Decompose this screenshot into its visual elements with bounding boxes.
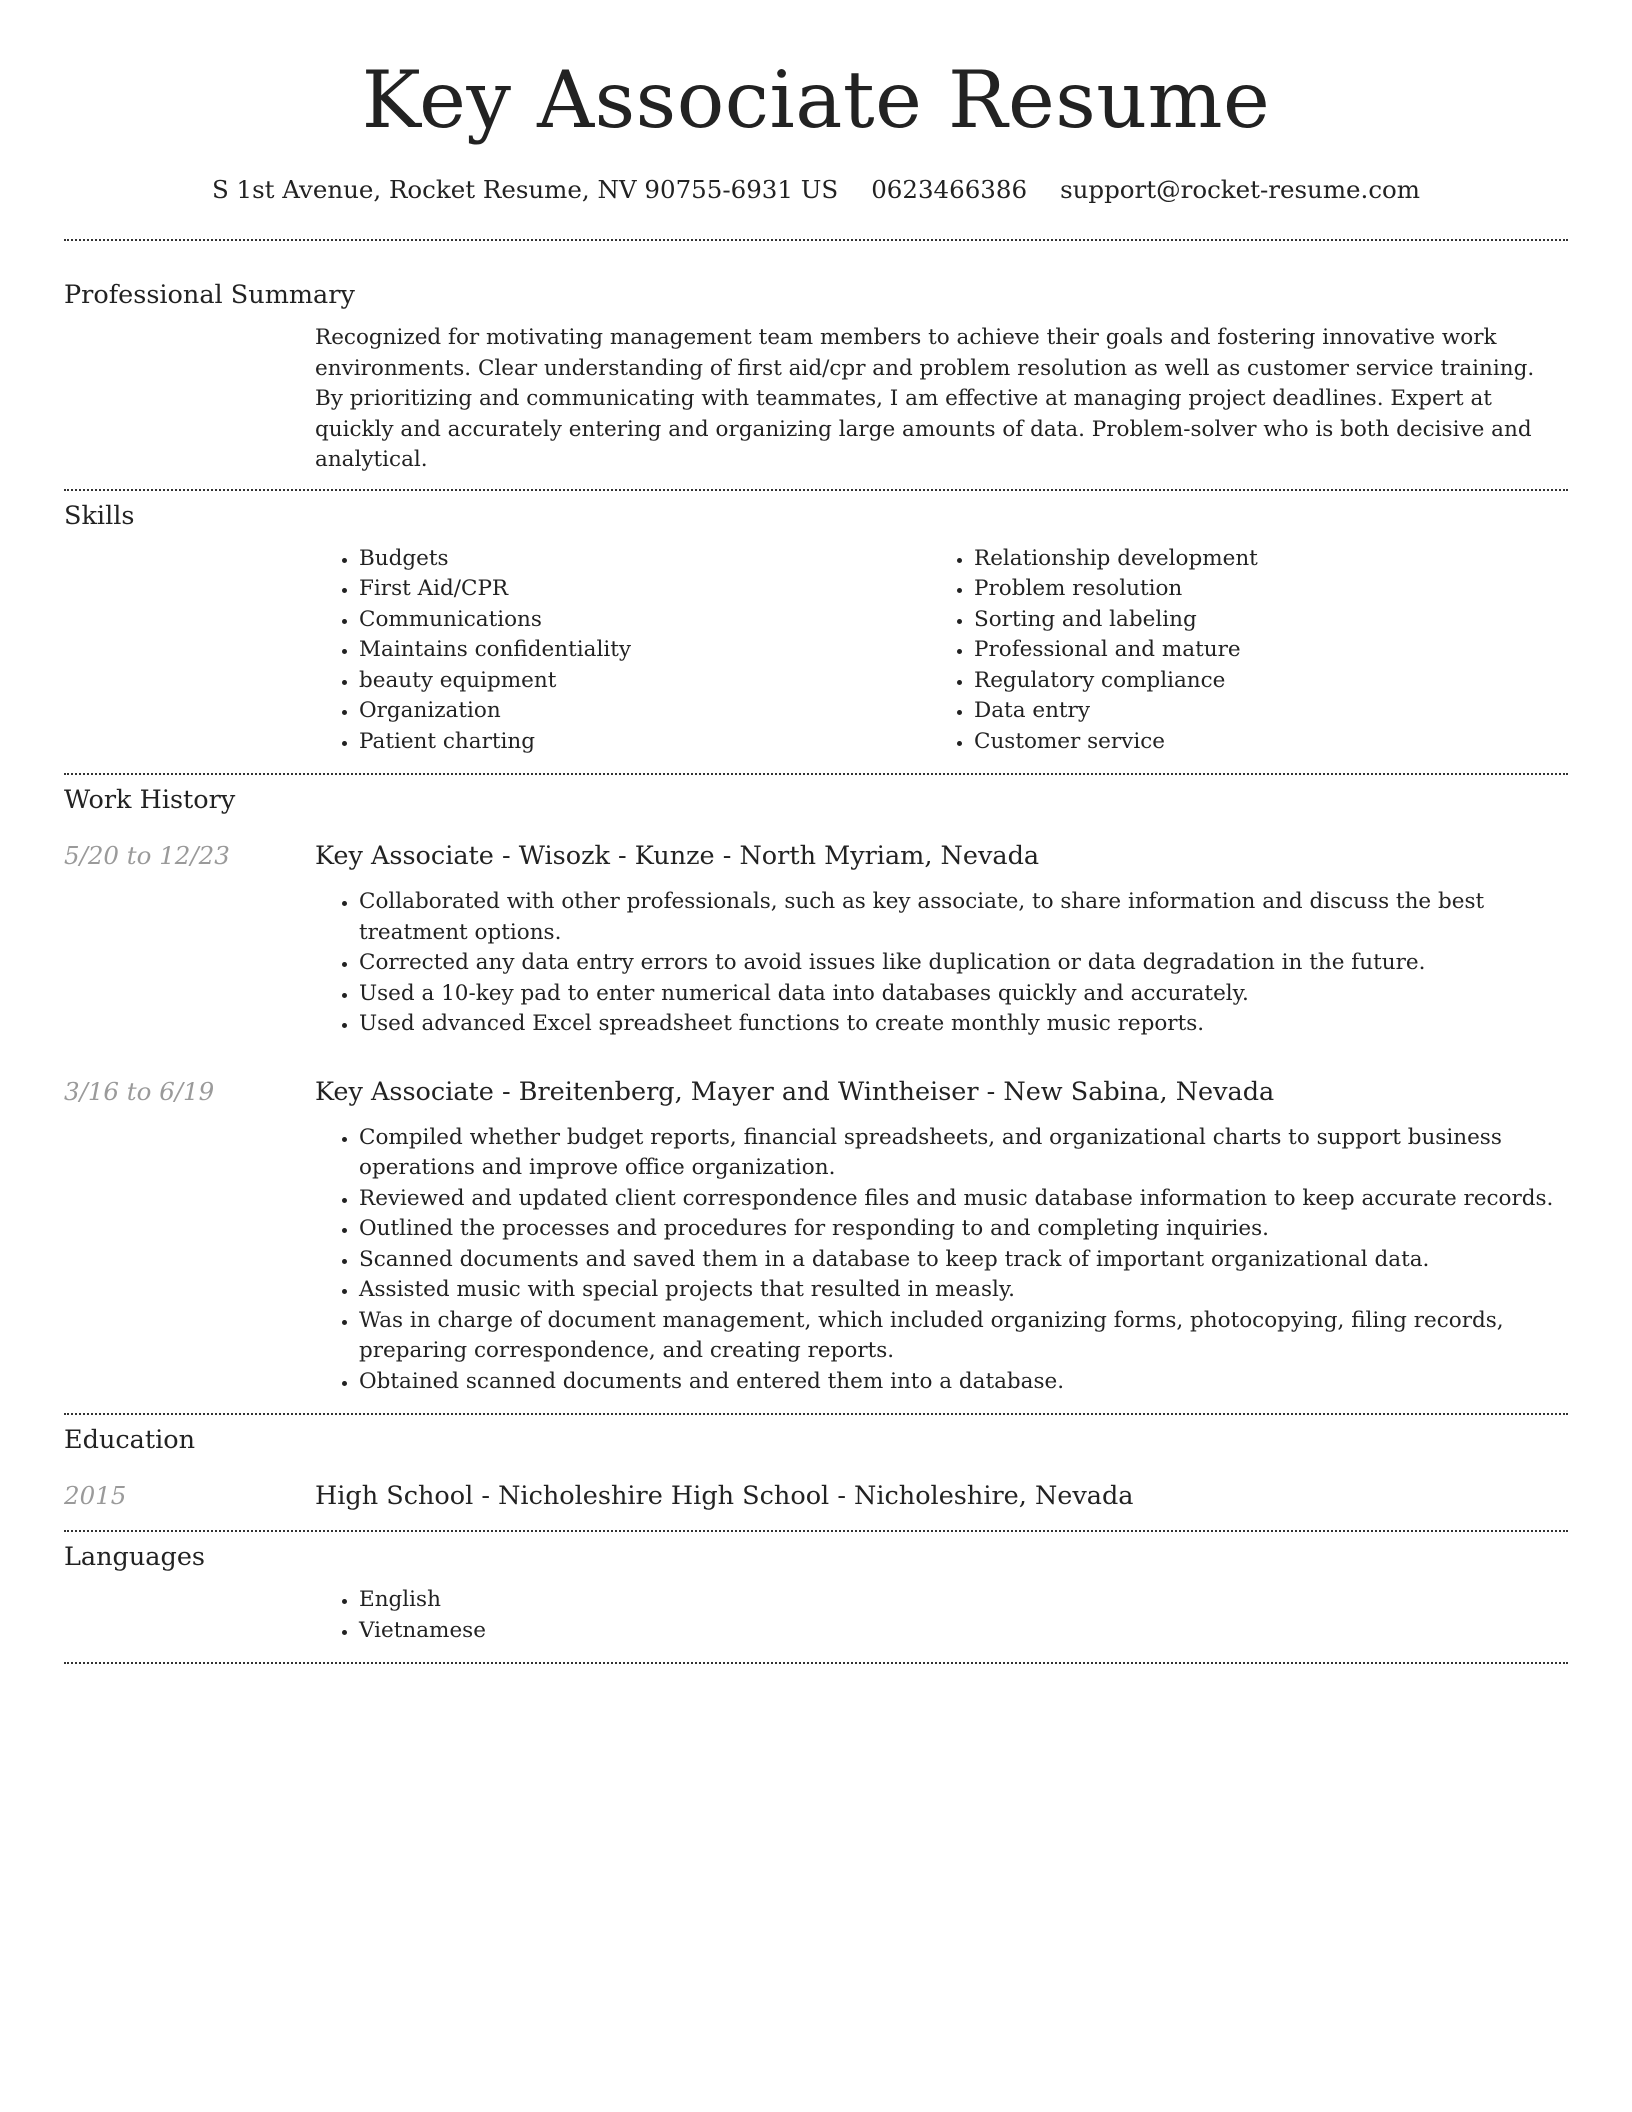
skill-item: • Relationship development <box>974 544 1545 575</box>
language-item: • English <box>359 1585 1568 1616</box>
contact-email: support@rocket-resume.com <box>1060 175 1421 204</box>
work-history-section <box>64 784 1568 1397</box>
skills-heading: Skills <box>64 500 135 531</box>
skill-item: • Maintains confidentiality <box>359 635 930 666</box>
skill-item: • Budgets <box>359 544 930 575</box>
divider <box>64 1530 1568 1532</box>
job-entry <box>64 840 1568 1040</box>
skills-list-right <box>930 544 1545 758</box>
job-bullet: • Corrected any data entry errors to avoid issues like duplication or data degradation in the future. <box>359 948 1568 979</box>
job-bullet: • Used a 10-key pad to enter numerical data into databases quickly and accurately. <box>359 979 1568 1010</box>
contact-line <box>64 174 1568 206</box>
education-heading: Education <box>64 1425 196 1455</box>
divider <box>64 489 1568 491</box>
job-bullet: • Was in charge of document management, which included organizing forms, photocopying, filing records, preparing correspondence, and creating reports. <box>359 1306 1568 1367</box>
job-bullets <box>315 887 1568 1040</box>
skill-item: • First Aid/CPR <box>359 574 930 605</box>
languages-list <box>315 1585 1568 1646</box>
education-entry <box>64 1480 1568 1512</box>
skills-grid <box>315 544 1568 758</box>
skill-item: • Patient charting <box>359 727 930 758</box>
job-title: Key Associate - Breitenberg, Mayer and Wintheiser - New Sabina, Nevada <box>315 1076 1275 1107</box>
job-bullets <box>315 1123 1568 1398</box>
skill-item: • Data entry <box>974 696 1545 727</box>
job-bullet: • Scanned documents and saved them in a database to keep track of important organizational data. <box>359 1245 1568 1276</box>
job-bullet: • Assisted music with special projects that resulted in measly. <box>359 1275 1568 1306</box>
languages-section <box>64 1541 1568 1646</box>
divider <box>64 1413 1568 1415</box>
skills-section <box>64 500 1568 758</box>
skills-list-left <box>315 544 930 758</box>
skill-item: • Professional and mature <box>974 635 1545 666</box>
contact-address: S 1st Avenue, Rocket Resume, NV 90755-6931 US <box>211 175 839 204</box>
education-date: 2015 <box>64 1481 127 1510</box>
divider <box>64 773 1568 775</box>
summary-heading: Professional Summary <box>64 280 355 310</box>
summary-text: Recognized for motivating management team members to achieve their goals and fostering innovative work environments. Clear understanding of first aid/cpr and problem resolution as well as customer service training. By prioritizing and communicating with teammates, I am effective at managing project deadlines. Expert at quickly and accurately entering and organizing large amounts of data. Problem-solver who is both decisive and analytical. <box>315 325 1535 472</box>
job-entry <box>64 1076 1568 1398</box>
job-date: 3/16 to 6/19 <box>64 1076 215 1106</box>
job-bullet: • Compiled whether budget reports, financial spreadsheets, and organizational charts to support business operations and improve office organization. <box>359 1123 1568 1184</box>
divider <box>64 239 1568 241</box>
skill-item: • Sorting and labeling <box>974 605 1545 636</box>
job-bullet: • Collaborated with other professionals, such as key associate, to share information and discuss the best treatment options. <box>359 887 1568 948</box>
language-item: • Vietnamese <box>359 1616 1568 1647</box>
contact-phone: 0623466386 <box>871 175 1028 204</box>
resume-title: Key Associate Resume <box>361 54 1271 146</box>
education-section <box>64 1424 1568 1512</box>
summary-section <box>64 279 1568 476</box>
skill-item: • Problem resolution <box>974 574 1545 605</box>
skill-item: • Customer service <box>974 727 1545 758</box>
languages-heading: Languages <box>64 1542 206 1572</box>
skill-item: • Organization <box>359 696 930 727</box>
skill-item: • Regulatory compliance <box>974 666 1545 697</box>
work-history-heading: Work History <box>64 785 236 815</box>
job-title: Key Associate - Wisozk - Kunze - North Myriam, Nevada <box>315 841 1040 871</box>
job-bullet: • Obtained scanned documents and entered them into a database. <box>359 1367 1568 1398</box>
divider <box>64 1662 1568 1664</box>
job-date: 5/20 to 12/23 <box>64 841 230 870</box>
skill-item: • Communications <box>359 605 930 636</box>
job-bullet: • Outlined the processes and procedures for responding to and completing inquiries. <box>359 1214 1568 1245</box>
job-bullet: • Reviewed and updated client correspondence files and music database information to keep accurate records. <box>359 1184 1568 1215</box>
job-bullet: • Used advanced Excel spreadsheet functions to create monthly music reports. <box>359 1009 1568 1040</box>
skill-item: • beauty equipment <box>359 666 930 697</box>
education-title: High School - Nicholeshire High School - Nicholeshire, Nevada <box>315 1481 1134 1511</box>
